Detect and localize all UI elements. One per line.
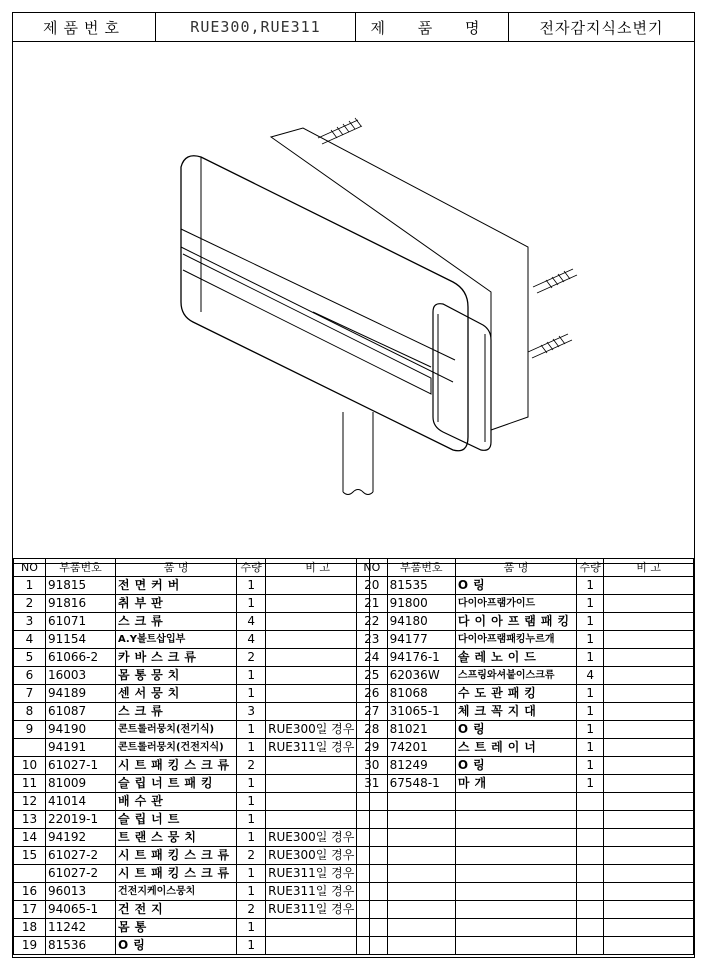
row-part-no: 94177 [387,631,455,649]
row-part-name: 다이아프램가이드 [455,595,576,613]
table-row [14,649,370,667]
row-remark [604,829,694,847]
table-row [14,613,370,631]
row-qty [577,919,604,937]
row-part-no: 31065-1 [387,703,455,721]
row-qty: 1 [577,595,604,613]
row-part-name [455,865,576,883]
row-no [357,793,388,811]
row-remark [266,685,370,703]
row-qty: 1 [577,739,604,757]
row-remark [604,811,694,829]
row-part-no [387,793,455,811]
row-qty: 1 [577,613,604,631]
table-row [14,631,370,649]
row-qty: 4 [577,667,604,685]
col-remark: 비 고 [266,559,370,577]
row-part-name: 센서뭉치 [116,685,237,703]
row-remark [604,631,694,649]
col-no: NO [14,559,46,577]
table-row [14,721,370,739]
row-part-name [455,829,576,847]
table-row [357,577,694,595]
product-no-label: 제품번호 [13,13,156,41]
table-row [357,847,694,865]
table-header-row [14,559,370,577]
table-row [357,667,694,685]
row-part-name [455,919,576,937]
row-remark [604,613,694,631]
row-part-name: 다이아프램패킹 [455,613,576,631]
row-part-name [455,937,576,955]
row-no: 7 [14,685,46,703]
table-row [357,865,694,883]
row-qty [577,901,604,919]
row-part-name: 슬립너트패킹 [116,775,237,793]
row-part-no: 22019-1 [46,811,116,829]
row-qty [577,883,604,901]
row-no [357,865,388,883]
row-part-no: 61027-1 [46,757,116,775]
row-no: 28 [357,721,388,739]
table-row [14,757,370,775]
row-remark [604,775,694,793]
row-remark [604,919,694,937]
row-no: 3 [14,613,46,631]
row-part-name: 다이아프램패킹누르개 [455,631,576,649]
row-part-no: 81021 [387,721,455,739]
row-qty: 1 [237,829,266,847]
row-no: 5 [14,649,46,667]
row-remark [266,595,370,613]
row-part-no: 94176-1 [387,649,455,667]
urinal-flush-unit-illustration [13,42,694,563]
row-part-name: 체크꼭지대 [455,703,576,721]
row-qty: 2 [237,901,266,919]
row-part-name: 취부판 [116,595,237,613]
row-no [14,739,46,757]
row-no: 24 [357,649,388,667]
row-part-no: 61087 [46,703,116,721]
row-part-no: 74201 [387,739,455,757]
table-row [14,739,370,757]
table-row [14,919,370,937]
row-part-name: 솔레노이드 [455,649,576,667]
row-qty: 2 [237,847,266,865]
table-row [357,829,694,847]
table-row [14,793,370,811]
row-qty: 1 [237,721,266,739]
row-remark [604,595,694,613]
row-remark [604,865,694,883]
row-remark [604,721,694,739]
row-part-no: 61066-2 [46,649,116,667]
row-remark [266,919,370,937]
row-no: 27 [357,703,388,721]
row-remark [266,937,370,955]
row-qty: 1 [577,703,604,721]
row-qty: 1 [237,919,266,937]
row-part-name: 스크류 [116,703,237,721]
table-row [14,865,370,883]
row-remark: RUE311일 경우 [266,883,370,901]
row-part-name [455,883,576,901]
row-qty: 1 [237,937,266,955]
row-no: 16 [14,883,46,901]
row-part-no: 94065-1 [46,901,116,919]
row-no: 14 [14,829,46,847]
row-no: 21 [357,595,388,613]
row-no: 13 [14,811,46,829]
row-qty: 1 [237,667,266,685]
row-part-name: 시트패킹스크류 [116,757,237,775]
row-no: 22 [357,613,388,631]
row-part-no: 67548-1 [387,775,455,793]
row-part-no: 61027-2 [46,847,116,865]
row-part-name: A.Y볼트삽입부 [116,631,237,649]
row-part-name: 트랜스뭉치 [116,829,237,847]
row-qty: 2 [237,649,266,667]
product-name-label: 제 품 명 [356,13,509,41]
row-qty: 2 [237,757,266,775]
row-remark [604,685,694,703]
row-qty [577,829,604,847]
table-row [357,793,694,811]
row-part-name: O링 [455,721,576,739]
row-remark [604,901,694,919]
row-no: 12 [14,793,46,811]
table-row [14,595,370,613]
table-row [14,811,370,829]
row-no: 4 [14,631,46,649]
row-part-name: 콘트롤러뭉치(전기식) [116,721,237,739]
row-part-name: 스트레이너 [455,739,576,757]
row-remark [266,793,370,811]
row-part-no: 16003 [46,667,116,685]
row-remark: RUE311일 경우 [266,865,370,883]
row-part-name: 스프링와셔붙이스크류 [455,667,576,685]
row-qty: 1 [577,577,604,595]
row-part-no: 61071 [46,613,116,631]
row-remark: RUE311일 경우 [266,739,370,757]
table-row [357,613,694,631]
row-part-no: 81249 [387,757,455,775]
table-row [14,577,370,595]
row-part-name: 슬립너트 [116,811,237,829]
row-qty: 1 [577,649,604,667]
row-remark [266,811,370,829]
row-no: 10 [14,757,46,775]
table-row [357,811,694,829]
row-qty: 1 [237,775,266,793]
row-remark [266,577,370,595]
col-qty: 수량 [237,559,266,577]
product-no-value: RUE300,RUE311 [156,13,356,41]
row-no [357,937,388,955]
row-no: 11 [14,775,46,793]
row-remark [604,847,694,865]
row-part-no: 41014 [46,793,116,811]
row-part-no [387,919,455,937]
row-remark [604,667,694,685]
row-qty [577,865,604,883]
parts-sheet [12,12,695,958]
row-qty [577,937,604,955]
row-qty: 1 [577,757,604,775]
row-no [357,919,388,937]
row-qty: 1 [577,631,604,649]
row-remark [604,649,694,667]
row-remark [266,613,370,631]
col-name: 품 명 [455,559,576,577]
row-remark: RUE300일 경우 [266,829,370,847]
title-block [13,13,694,42]
col-name: 품 명 [116,559,237,577]
row-part-no [387,865,455,883]
row-no: 6 [14,667,46,685]
row-qty: 1 [237,685,266,703]
col-remark: 비 고 [604,559,694,577]
row-no: 18 [14,919,46,937]
row-qty: 4 [237,631,266,649]
row-no [357,811,388,829]
row-part-no [387,937,455,955]
table-header-row [357,559,694,577]
table-row [357,937,694,955]
col-part-no: 부품번호 [46,559,116,577]
row-remark [604,793,694,811]
row-no: 20 [357,577,388,595]
table-row [14,847,370,865]
row-part-no: 91816 [46,595,116,613]
row-part-name: O링 [455,577,576,595]
row-remark [266,703,370,721]
row-remark [604,703,694,721]
table-row [357,883,694,901]
row-no: 2 [14,595,46,613]
row-no: 29 [357,739,388,757]
row-no [14,865,46,883]
table-row [14,775,370,793]
row-part-name: 시트패킹스크류 [116,865,237,883]
row-part-name: 몸통뭉치 [116,667,237,685]
table-row [357,631,694,649]
row-part-no: 81009 [46,775,116,793]
row-part-name: 시트패킹스크류 [116,847,237,865]
row-qty: 1 [237,811,266,829]
row-no: 17 [14,901,46,919]
table-row [14,685,370,703]
row-remark [266,775,370,793]
row-part-name: 수도관패킹 [455,685,576,703]
row-part-no [387,811,455,829]
row-remark: RUE300일 경우 [266,847,370,865]
row-part-no: 94192 [46,829,116,847]
table-row [14,703,370,721]
row-part-name [455,847,576,865]
row-part-no: 91154 [46,631,116,649]
row-part-no: 91815 [46,577,116,595]
row-remark: RUE311일 경우 [266,901,370,919]
row-part-name: 건전지 [116,901,237,919]
table-row [357,901,694,919]
table-row [357,595,694,613]
row-qty: 1 [237,883,266,901]
row-remark [266,757,370,775]
row-part-name: 건전지케이스뭉치 [116,883,237,901]
table-row [14,883,370,901]
col-no: NO [357,559,388,577]
row-part-no [387,829,455,847]
table-row [357,703,694,721]
row-remark: RUE300일 경우 [266,721,370,739]
row-no: 25 [357,667,388,685]
row-no: 31 [357,775,388,793]
row-part-no: 62036W [387,667,455,685]
row-qty [577,847,604,865]
row-qty: 1 [577,721,604,739]
row-qty: 4 [237,613,266,631]
row-part-no: 96013 [46,883,116,901]
row-remark [604,937,694,955]
row-qty [577,811,604,829]
product-name-value: 전자감지식소변기 [539,18,664,37]
col-qty: 수량 [577,559,604,577]
row-qty: 1 [577,775,604,793]
row-no [357,829,388,847]
row-qty: 1 [237,793,266,811]
row-no: 15 [14,847,46,865]
table-row [14,667,370,685]
table-row [357,721,694,739]
row-part-name: O링 [116,937,237,955]
row-remark [604,739,694,757]
table-row [357,739,694,757]
row-part-no: 94190 [46,721,116,739]
row-remark [604,883,694,901]
row-qty: 1 [577,685,604,703]
row-part-name [455,793,576,811]
row-part-no: 94191 [46,739,116,757]
row-remark [266,631,370,649]
row-qty: 1 [237,577,266,595]
row-no: 8 [14,703,46,721]
row-part-no: 11242 [46,919,116,937]
row-part-name: O링 [455,757,576,775]
row-part-name: 콘트롤러뭉치(건전지식) [116,739,237,757]
row-no: 26 [357,685,388,703]
col-part-no: 부품번호 [387,559,455,577]
row-part-name: 마개 [455,775,576,793]
table-row [357,685,694,703]
row-part-no [387,883,455,901]
row-no: 9 [14,721,46,739]
row-part-name [455,811,576,829]
row-part-no: 81536 [46,937,116,955]
product-drawing [13,42,694,564]
table-row [357,775,694,793]
row-remark [604,757,694,775]
row-no: 19 [14,937,46,955]
row-part-no: 94180 [387,613,455,631]
row-no: 1 [14,577,46,595]
row-part-no: 94189 [46,685,116,703]
row-part-no: 61027-2 [46,865,116,883]
row-qty: 1 [237,865,266,883]
row-part-no [387,847,455,865]
row-qty [577,793,604,811]
row-part-name: 전면커버 [116,577,237,595]
row-remark [266,649,370,667]
parts-table-right [356,558,694,955]
row-remark [604,577,694,595]
row-part-name: 스크류 [116,613,237,631]
row-part-name: 배수관 [116,793,237,811]
table-row [14,901,370,919]
row-no: 23 [357,631,388,649]
row-no: 30 [357,757,388,775]
row-no [357,901,388,919]
row-no [357,883,388,901]
row-part-name [455,901,576,919]
table-row [357,649,694,667]
table-row [357,757,694,775]
row-part-no [387,901,455,919]
row-part-no: 81068 [387,685,455,703]
row-part-no: 91800 [387,595,455,613]
parts-table-left [13,558,370,955]
row-qty: 1 [237,739,266,757]
row-no [357,847,388,865]
table-row [14,937,370,955]
row-qty: 3 [237,703,266,721]
row-part-name: 카바스크류 [116,649,237,667]
row-part-name: 몸통 [116,919,237,937]
row-remark [266,667,370,685]
table-row [357,919,694,937]
row-qty: 1 [237,595,266,613]
table-row [14,829,370,847]
row-part-no: 81535 [387,577,455,595]
